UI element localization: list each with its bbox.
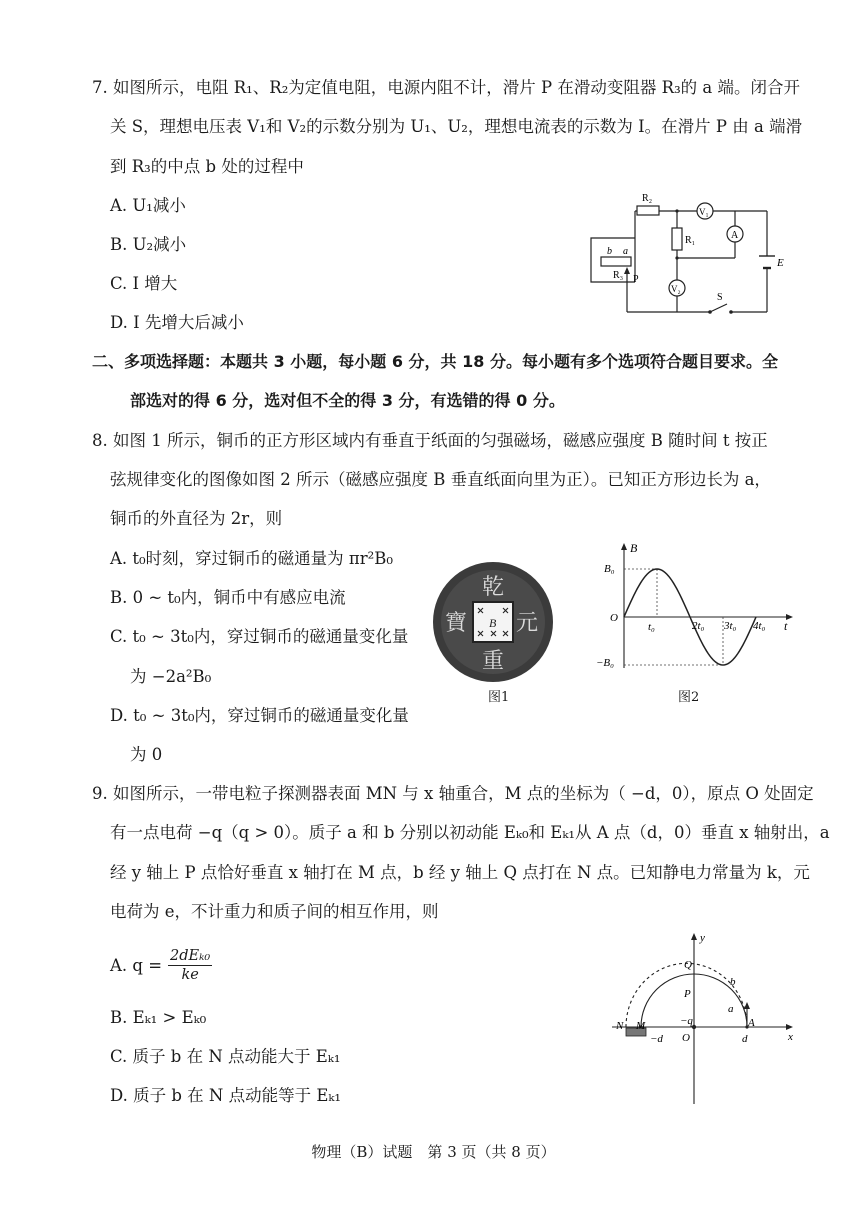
svg-text:寶: 寶 xyxy=(445,610,468,635)
q8-option-d-line1: D. t₀ ~ 3t₀内，穿过铜币的磁通量变化量 xyxy=(110,706,409,725)
r2-label: R₂ xyxy=(642,193,653,204)
b-label: b xyxy=(607,246,612,257)
svg-text:元: 元 xyxy=(516,610,539,635)
a-label: a xyxy=(623,246,628,257)
v2-label: V₂ xyxy=(671,284,681,294)
y-tick-neg-b0: −B₀ xyxy=(596,657,614,669)
figure1-caption: 图1 xyxy=(488,690,510,705)
r3-label: R₃ xyxy=(613,270,624,281)
fraction-denominator: ke xyxy=(181,966,199,983)
q7-stem-line1: 7. 如图所示，电阻 R₁、R₂为定值电阻，电源内阻不计，滑片 P 在滑动变阻器 R₃的 a 端。闭合开 xyxy=(92,78,801,97)
q9-stem-line3: 经 y 轴上 P 点恰好垂直 x 轴打在 M 点，b 经 y 轴上 Q 点打在 N 点。已知静电力常量为 k，元 xyxy=(110,863,810,882)
x-tick-4t0: 4t₀ xyxy=(753,620,766,632)
section2-header-line1: 二、多项选择题：本题共 3 小题，每小题 6 分，共 18 分。每小题有多个选项符合题目要求。全 xyxy=(92,352,778,371)
q9-option-a-fraction xyxy=(168,947,212,984)
q9-option-b: B. Eₖ₁ > Eₖ₀ xyxy=(110,1008,207,1027)
e-label: E xyxy=(777,257,784,269)
q9-stem-line2: 有一点电荷 −q（q > 0）。质子 a 和 b 分别以初动能 Eₖ₀和 Eₖ₁从 A 点（d，0）垂直 x 轴射出，a xyxy=(110,823,830,842)
origin-o-label: O xyxy=(682,1032,690,1044)
q8-stem-line3: 铜币的外直径为 2r，则 xyxy=(110,509,283,528)
p-point-label: P xyxy=(684,988,691,1000)
m-point-label: M xyxy=(636,1020,646,1032)
q8-option-c-line2: 为 −2a²B₀ xyxy=(130,667,212,686)
q8-option-b: B. 0 ~ t₀内，铜币中有感应电流 xyxy=(110,588,346,607)
charge-label: −q xyxy=(680,1015,693,1027)
x-tick-3t0: 3t₀ xyxy=(724,620,737,632)
ammeter-label: A xyxy=(731,230,739,241)
v1-label: V₁ xyxy=(699,207,709,217)
q8-option-d-line2: 为 0 xyxy=(130,745,163,764)
q9-trajectory-diagram xyxy=(612,928,802,1106)
q8-stem-line2: 弦规律变化的图像如图 2 所示（磁感应强度 B 垂直纸面向里为正）。已知正方形边长为 a， xyxy=(110,470,771,489)
q8-option-a: A. t₀时刻，穿过铜币的磁通量为 πr²B₀ xyxy=(110,549,393,568)
section2-header-line2: 部选对的得 6 分，选对但不全的得 3 分，有选错的得 0 分。 xyxy=(130,391,565,410)
origin-label: O xyxy=(610,612,618,624)
x-tick-2t0: 2t₀ xyxy=(692,620,705,632)
q7-option-c: C. I 增大 xyxy=(110,274,178,293)
q9-option-d: D. 质子 b 在 N 点动能等于 Eₖ₁ xyxy=(110,1086,342,1105)
x-axis-label: t xyxy=(784,619,788,633)
q9-option-a-prefix: A. q = xyxy=(110,955,163,975)
b-t-chart xyxy=(590,540,800,680)
svg-text:重: 重 xyxy=(482,648,505,673)
svg-text:乾: 乾 xyxy=(482,574,505,599)
q-point-label: Q xyxy=(684,959,692,971)
y-tick-b0: B₀ xyxy=(604,563,615,575)
neg-d-label: −d xyxy=(650,1033,663,1045)
q7-option-b: B. U₂减小 xyxy=(110,235,187,254)
q8-stem-line1: 8. 如图 1 所示，铜币的正方形区域内有垂直于纸面的匀强磁场，磁感应强度 B 随时间 t 按正 xyxy=(92,431,768,450)
q9-y-label: y xyxy=(700,932,705,944)
s-label: S xyxy=(717,292,723,303)
a-point-label: A xyxy=(748,1017,755,1029)
q7-option-d: D. I 先增大后减小 xyxy=(110,313,244,332)
q8-option-c-line1: C. t₀ ~ 3t₀内，穿过铜币的磁通量变化量 xyxy=(110,627,409,646)
d-label: d xyxy=(742,1033,748,1045)
x-tick-t0: t₀ xyxy=(648,621,655,633)
q9-x-label: x xyxy=(788,1031,793,1043)
q9-stem-line4: 电荷为 e，不计重力和质子间的相互作用，则 xyxy=(110,902,439,921)
p-label: P xyxy=(633,274,639,285)
page-footer: 物理（B）试题 第 3 页（共 8 页） xyxy=(311,1143,556,1161)
r1-label: R₁ xyxy=(685,235,696,246)
figure2-caption: 图2 xyxy=(678,690,700,705)
q9-stem-line1: 9. 如图所示，一带电粒子探测器表面 MN 与 x 轴重合，M 点的坐标为（ −d，0），原点 O 处固定 xyxy=(92,784,814,803)
q7-stem-line3: 到 R₃的中点 b 处的过程中 xyxy=(110,157,304,176)
b-trajectory-label: b xyxy=(730,976,736,988)
coin-figure xyxy=(425,560,565,684)
n-point-label: N xyxy=(616,1020,624,1032)
y-axis-label: B xyxy=(630,541,638,555)
q7-option-a: A. U₁减小 xyxy=(110,196,186,215)
q7-circuit-diagram xyxy=(585,188,785,328)
fraction-numerator: 2dEₖ₀ xyxy=(170,947,211,964)
q9-option-c: C. 质子 b 在 N 点动能大于 Eₖ₁ xyxy=(110,1047,341,1066)
q7-stem-line2: 关 S，理想电压表 V₁和 V₂的示数分别为 U₁、U₂，理想电流表的示数为 I。在滑片 P 由 a 端滑 xyxy=(110,117,803,136)
q9-option-a xyxy=(110,942,212,988)
coin-b-label: B xyxy=(489,616,497,630)
a-trajectory-label: a xyxy=(728,1003,734,1015)
